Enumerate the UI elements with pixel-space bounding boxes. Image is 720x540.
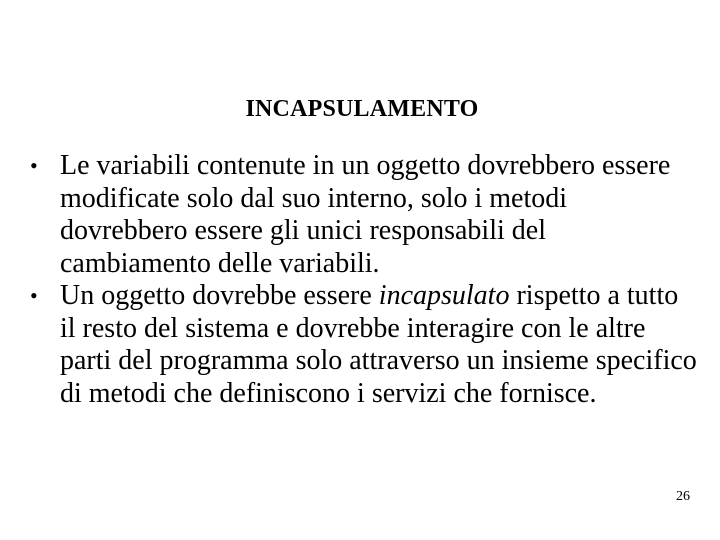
bullet-text-segment: Le variabili contenute in un oggetto dovrebbero essere modificate solo dal suo interno, solo i metodi dovrebbero essere gli unici responsabili del cambiamento delle variabili. — [60, 150, 671, 279]
page-number: 26 — [676, 489, 690, 504]
bullet-item — [30, 150, 700, 280]
bullet-text-segment: rispetto a tutto il resto del sistema e dovrebbe interagire con le altre parti del programma solo attraverso un insieme specifico di metodi che definiscono i servizi che fornisce. — [60, 280, 697, 409]
bullet-item — [30, 280, 700, 410]
slide-title: INCAPSULAMENTO — [245, 96, 479, 122]
bullet-list — [30, 150, 700, 410]
emphasized-term: incapsulato — [378, 280, 510, 311]
bullet-text — [60, 280, 697, 409]
bullet-text-segment: Un oggetto dovrebbe essere — [60, 280, 379, 311]
bullet-point-icon: • — [30, 283, 38, 308]
bullet-point-icon: • — [30, 153, 38, 178]
bullet-text — [60, 150, 670, 279]
